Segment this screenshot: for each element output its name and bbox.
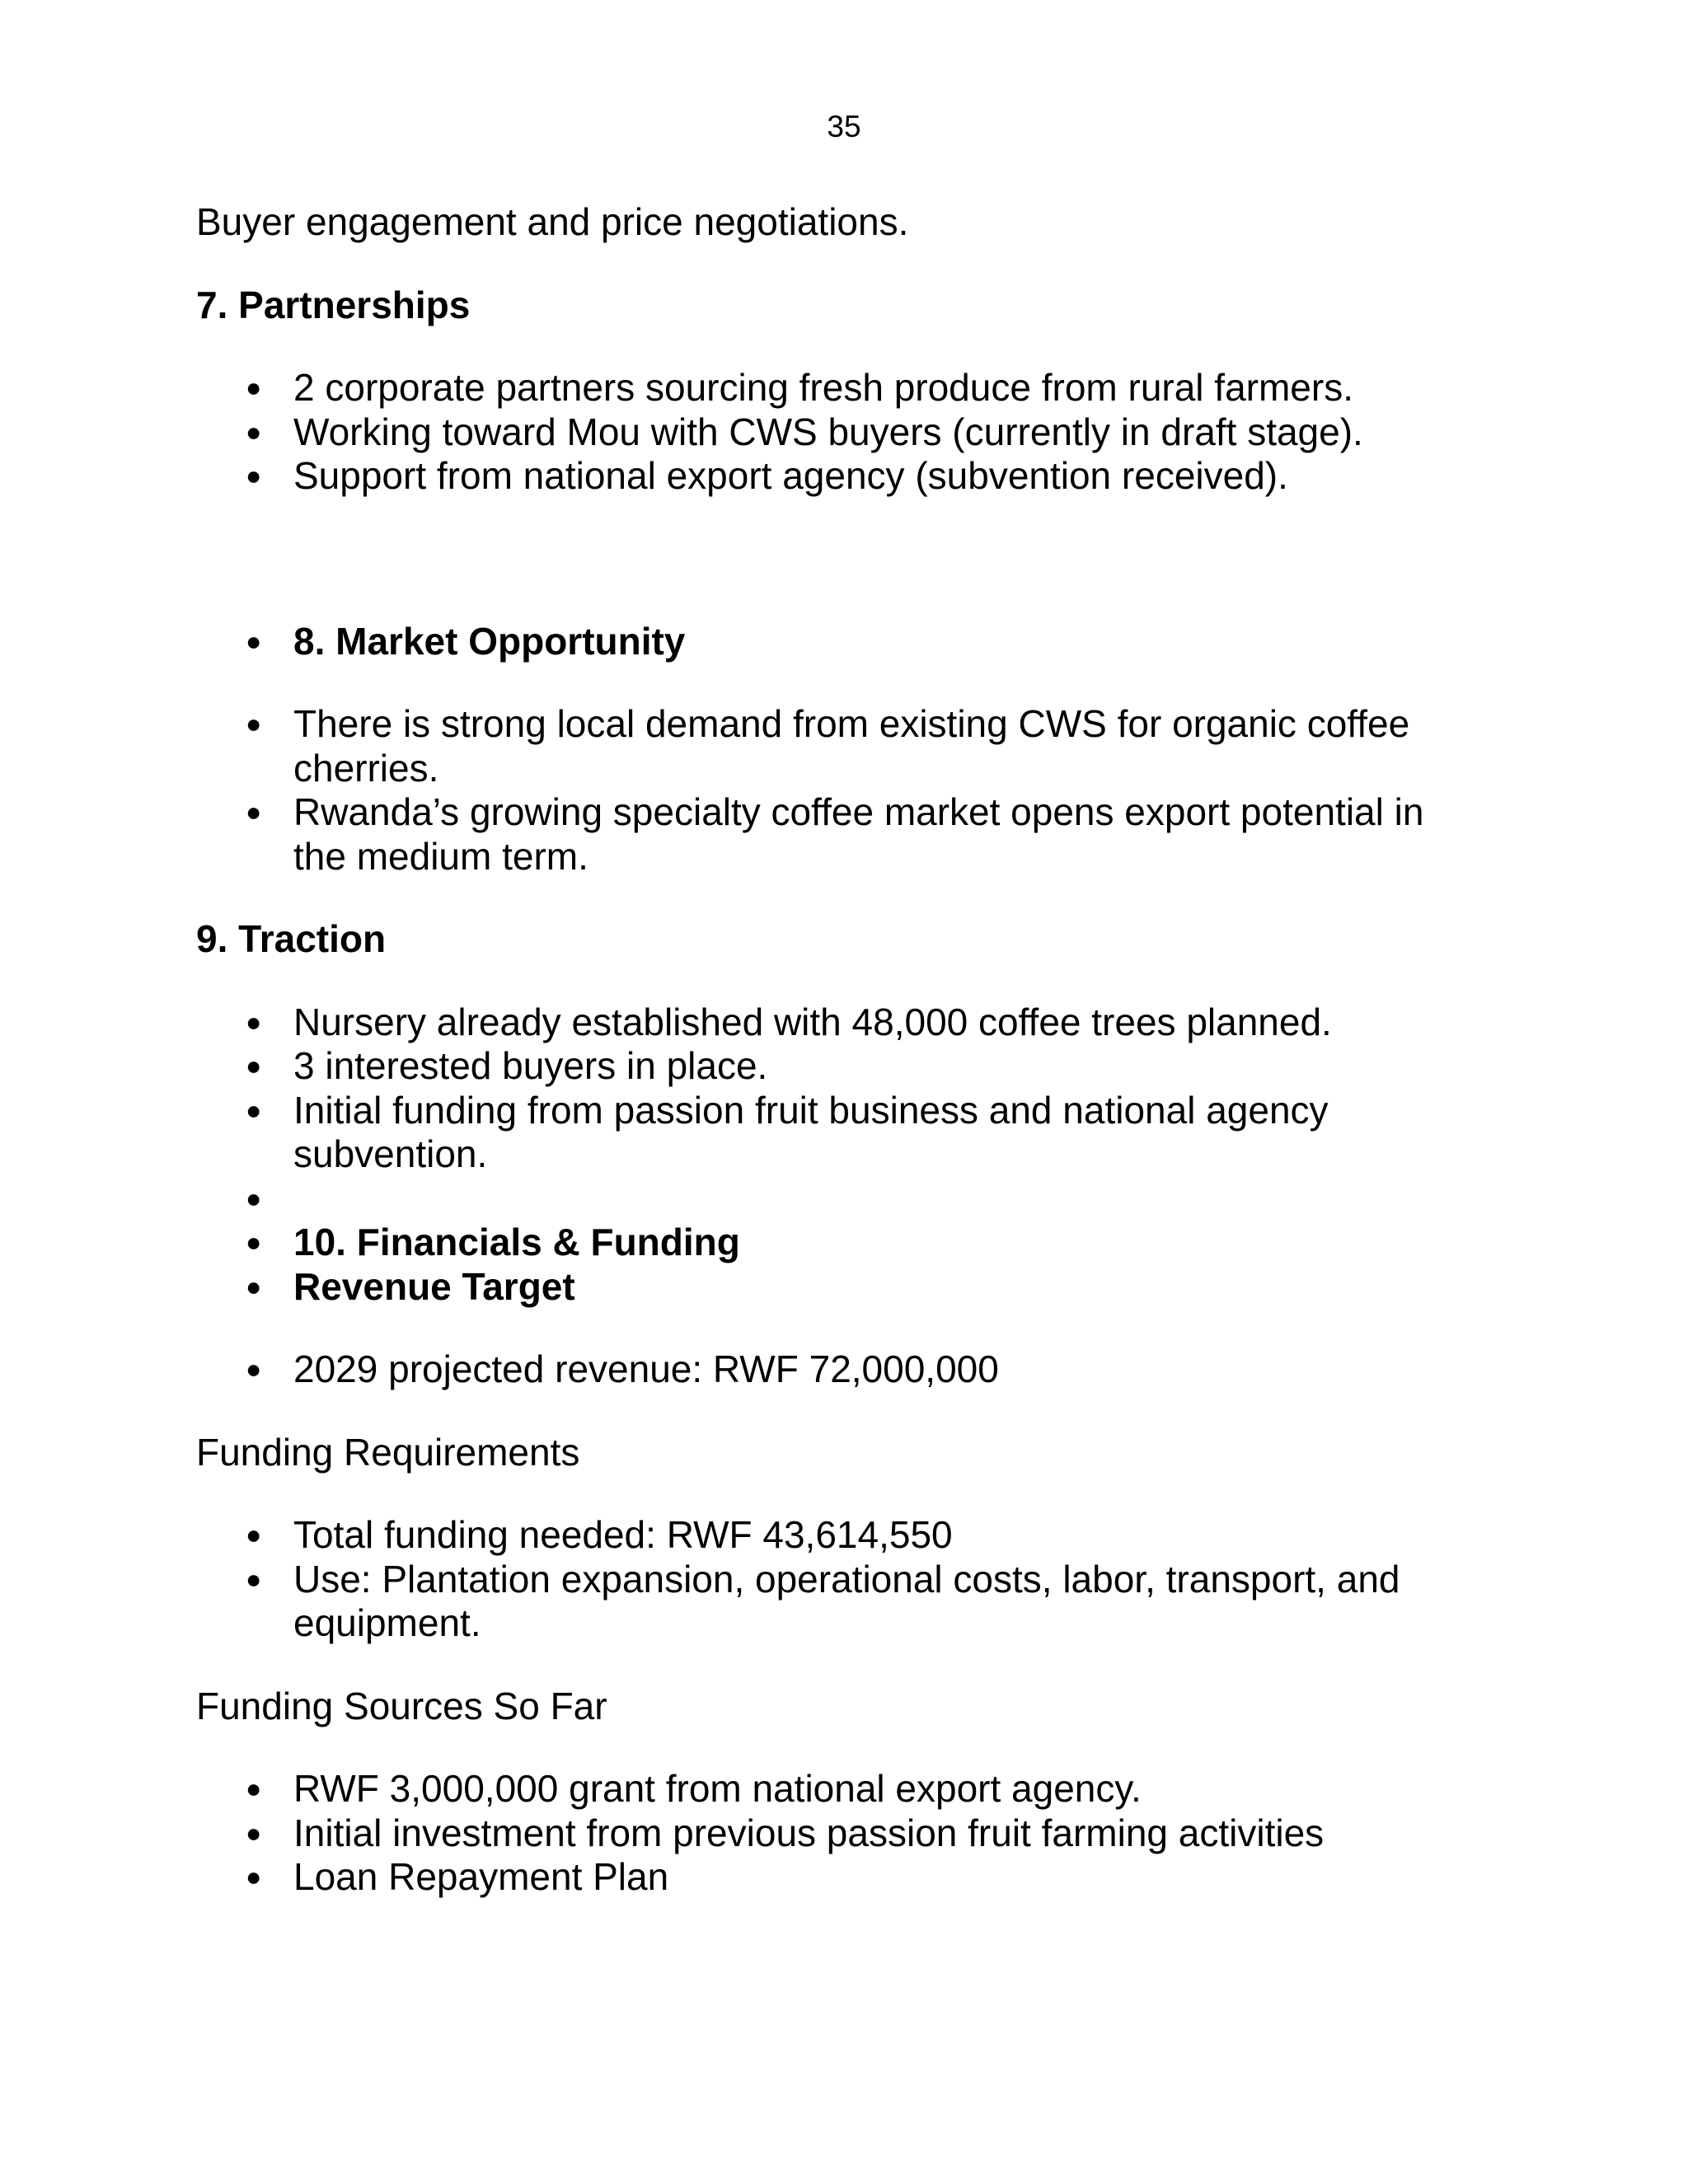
bullet-icon: ● xyxy=(246,416,262,447)
bullet-icon: ● xyxy=(246,1862,262,1891)
bullet-icon: ● xyxy=(246,626,262,656)
spacer xyxy=(196,537,1482,620)
list-item: ● 2 corporate partners sourcing fresh produce from rural farmers. xyxy=(246,366,1353,409)
list-item: ● Use: Plantation expansion, operational costs, labor, transport, and equipment. xyxy=(246,1557,1400,1644)
list-item: ● 3 interested buyers in place. xyxy=(246,1044,768,1087)
bullet-icon: ● xyxy=(246,1817,262,1848)
bullet-icon: ● xyxy=(246,1051,262,1080)
bullet-icon: ● xyxy=(246,1094,262,1125)
bullet-icon: ● xyxy=(246,1563,262,1594)
list-item xyxy=(196,1177,1482,1221)
intro-line: Buyer engagement and price negotiations. xyxy=(196,200,909,243)
list-item: ● There is strong local demand from existing CWS for organic coffee cherries. xyxy=(246,702,1410,790)
bullet-icon: ● xyxy=(246,461,262,490)
revenue-list xyxy=(196,1347,1482,1392)
bullet-icon: ● xyxy=(246,1271,262,1301)
partnerships-list xyxy=(196,366,1482,499)
list-item: ● Working toward Mou with CWS buyers (currently in draft stage). xyxy=(246,410,1363,453)
financials-heading: 10. Financials & Funding xyxy=(293,1221,740,1263)
funding-requirements-heading: Funding Requirements xyxy=(196,1430,580,1474)
list-item: ● Rwanda’s growing specialty coffee market opens export potential in the medium term. xyxy=(246,790,1424,878)
bullet-icon: ● xyxy=(246,709,262,738)
market-list xyxy=(196,702,1482,879)
list-item: ● Initial investment from previous passion fruit farming activities xyxy=(246,1811,1325,1854)
list-item xyxy=(196,1221,1482,1265)
list-item: ● RWF 3,000,000 grant from national export agency. xyxy=(246,1767,1142,1810)
bullet-icon: ● xyxy=(246,1520,262,1549)
revenue-heading: Revenue Target xyxy=(293,1264,575,1308)
list-item: ● Loan Repayment Plan xyxy=(246,1855,669,1898)
traction-list xyxy=(196,1001,1482,1310)
list-item: ● Total funding needed: RWF 43,614,550 xyxy=(246,1513,953,1556)
list-item: ● 2029 projected revenue: RWF 72,000,000 xyxy=(246,1347,999,1390)
list-item xyxy=(196,1265,1482,1310)
bullet-icon: ● xyxy=(246,373,262,402)
bullet-icon: ● xyxy=(246,1006,262,1037)
market-heading-list xyxy=(196,620,1482,664)
traction-heading: 9. Traction xyxy=(196,917,387,960)
bullet-icon: ● xyxy=(246,1183,262,1213)
bullet-icon: ● xyxy=(246,797,262,827)
bullet-icon: ● xyxy=(246,1227,262,1257)
funding-requirements-list xyxy=(196,1513,1482,1646)
list-item: ● Initial funding from passion fruit business and national agency subvention. xyxy=(246,1088,1329,1175)
partnerships-heading: 7. Partnerships xyxy=(196,283,471,326)
bullet-icon: ● xyxy=(246,1774,262,1803)
bullet-icon: ● xyxy=(246,1354,262,1384)
funding-sources-heading: Funding Sources So Far xyxy=(196,1684,607,1727)
page-number: 35 xyxy=(827,110,861,143)
funding-sources-list xyxy=(196,1767,1482,1900)
market-heading: 8. Market Opportunity xyxy=(293,619,686,663)
list-item: ● Nursery already established with 48,000 coffee trees planned. xyxy=(246,1000,1332,1043)
list-item xyxy=(196,620,1482,664)
list-item: ● Support from national export agency (subvention received). xyxy=(246,454,1288,497)
document-body xyxy=(196,200,1482,1938)
